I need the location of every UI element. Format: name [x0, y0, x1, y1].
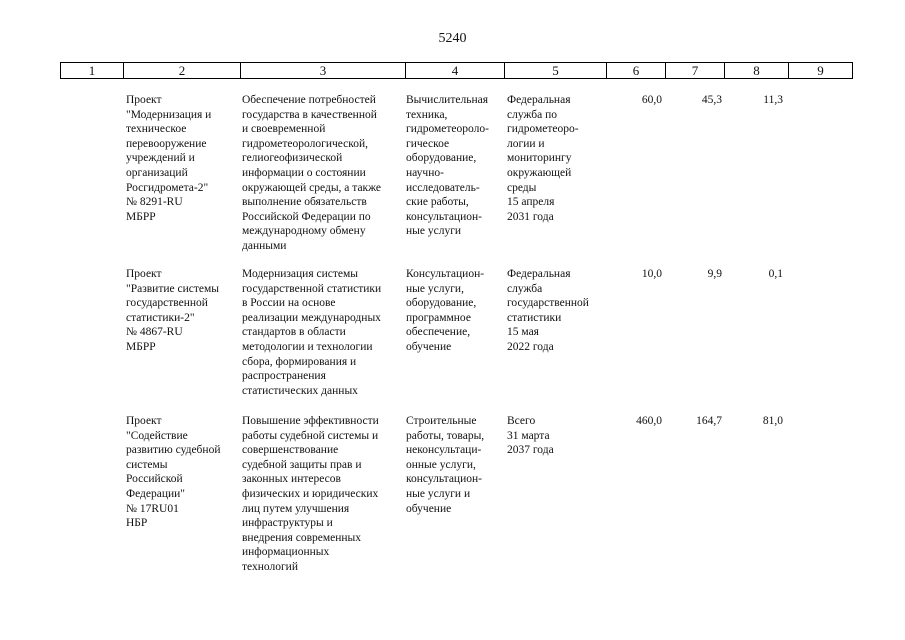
project-name: Проект "Модернизация и техническое перевооружение учреждений и организаций Росгидромета-2" № 8291-RU МБРР	[126, 94, 212, 223]
project-purchases: Консультацион- ные услуги, оборудование, программное обеспечение, обучение	[406, 268, 485, 353]
table-header	[60, 62, 853, 79]
project-purchases: Строительные работы, товары, неконсультаци- онные услуги, консультацион- ные услуги и обучение	[406, 415, 485, 515]
project-agency-deadline: Всего 31 марта 2037 года	[507, 415, 554, 457]
value-col8: 0,1	[768, 268, 783, 280]
header-col-6: 6	[607, 63, 666, 78]
header-col-5: 5	[505, 63, 607, 78]
header-col-9: 9	[817, 63, 824, 78]
header-col-7: 7	[666, 63, 725, 78]
value-col8: 11,3	[763, 94, 783, 106]
project-name: Проект "Развитие системы государственной статистики-2" № 4867-RU МБРР	[126, 268, 219, 353]
project-agency-deadline: Федеральная служба по гидрометеоро- логии и мониторингу окружающей среды 15 апреля 2031 года	[507, 94, 579, 223]
value-col7: 45,3	[701, 94, 722, 106]
value-col6: 10,0	[641, 268, 662, 280]
header-col-1: 1	[61, 63, 124, 78]
project-purchases: Вычислительная техника, гидрометеороло- гическое оборудование, научно- исследователь- ские работы, консультацион- ные услуги	[406, 94, 489, 238]
value-col6: 460,0	[636, 415, 662, 427]
value-col7: 9,9	[707, 268, 722, 280]
value-col7: 164,7	[696, 415, 722, 427]
header-col-3: 3	[241, 63, 406, 78]
value-col8: 81,0	[762, 415, 783, 427]
project-agency-deadline: Федеральная служба государственной статистики 15 мая 2022 года	[507, 268, 589, 353]
project-goal: Модернизация системы государственной статистики в России на основе реализации международных стандартов в области методологии и технологии сбора, формирования и распространения статистических данных	[242, 268, 382, 397]
value-col6: 60,0	[641, 94, 662, 106]
header-col-4: 4	[406, 63, 505, 78]
page-number: 5240	[438, 31, 467, 46]
project-goal: Повышение эффективности работы судебной системы и совершенствование судебной защиты прав и законных интересов физических и юридических лиц путем улучшения инфраструктуры и внедрения современных информационных технологий	[242, 415, 379, 573]
header-col-2: 2	[124, 63, 241, 78]
project-name: Проект "Содействие развитию судебной системы Российской Федерации" № 17RU01 НБР	[126, 415, 221, 530]
project-goal: Обеспечение потребностей государства в качественной и своевременной гидрометеорологической, гелиогеофизической информации о состоянии окружающей среды, а также выполнение обязательств Российской Федерации по международному обмену данными	[242, 94, 382, 252]
header-col-8: 8	[725, 63, 789, 78]
